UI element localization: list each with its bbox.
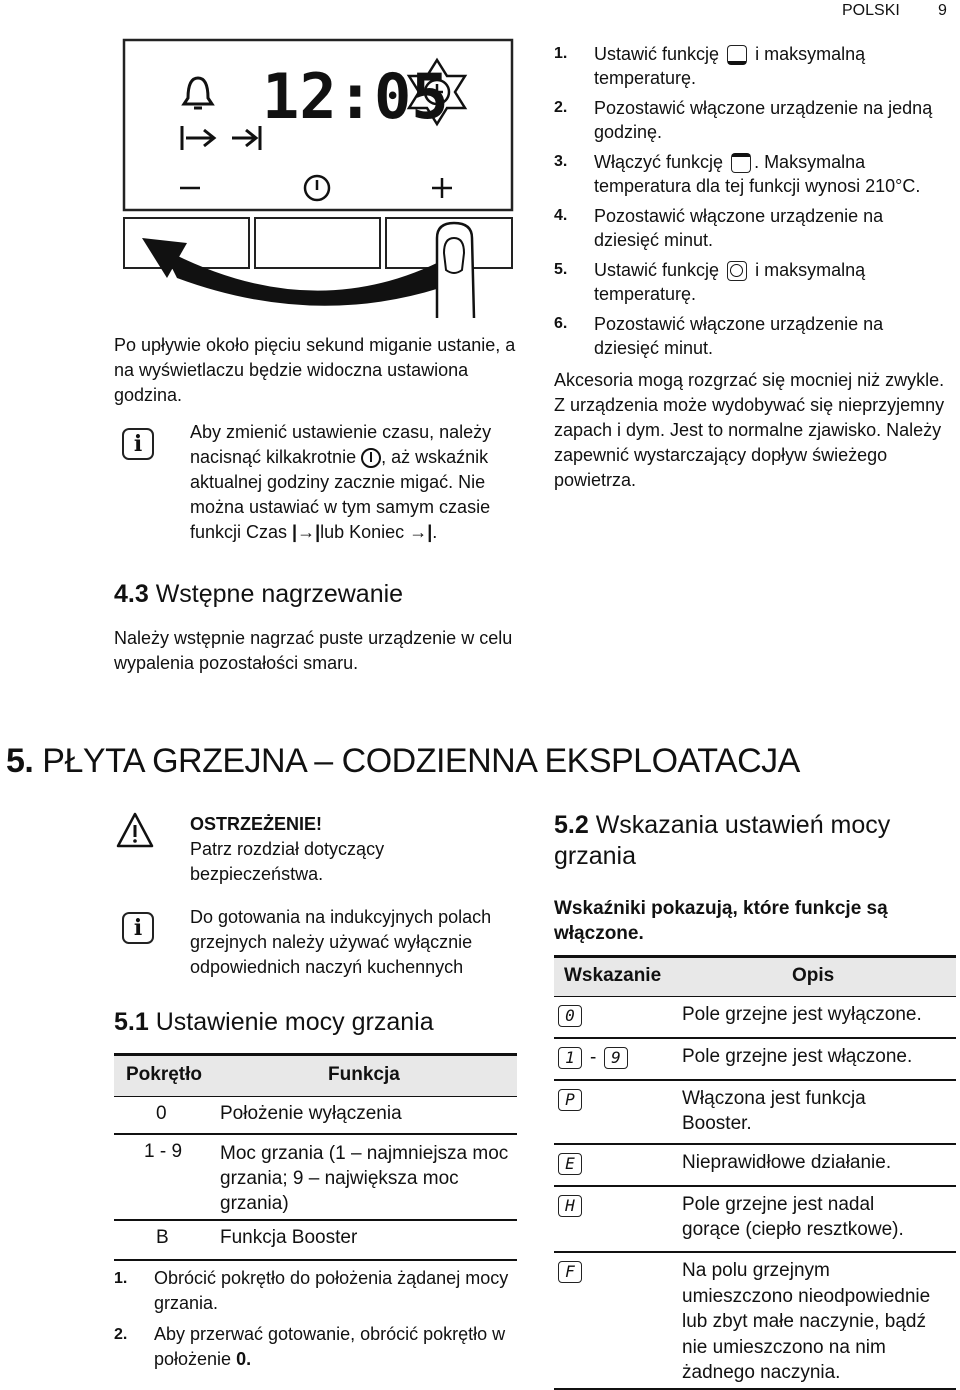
step-1: 1. Obrócić pokrętło do położenia żądanej mocy grzania. xyxy=(114,1268,509,1313)
table-header: Pokrętło Funkcja xyxy=(114,1053,517,1097)
swipe-arrow xyxy=(162,248,447,306)
knob-steps xyxy=(114,1266,519,1378)
display-symbol: 0 xyxy=(558,1005,582,1027)
header-lang: POLSKI xyxy=(842,2,900,19)
power-knob-table xyxy=(114,1053,517,1261)
table-row: 0 Położenie wyłączenia xyxy=(114,1097,517,1135)
clock-button-icon xyxy=(305,176,329,200)
section-4-3-text: Należy wstępnie nagrzać puste urządzenie w celu wypalenia pozostałości smaru. xyxy=(114,628,513,673)
display-time: 12:05 xyxy=(262,60,449,133)
info-note-time: Aby zmienić ustawienie czasu, należy nacisnąć kilkakrotnie , aż wskaźnik aktualnej godziny zacznie migać. Nie można ustawiać w tym samym czasie funkcji Czas |→|lub Koniec →|. xyxy=(190,422,492,542)
step-4: 4. Pozostawić włączone urządzenie na dziesięć minut. xyxy=(554,206,884,250)
plus-symbol xyxy=(432,178,452,198)
step-2: 2. Aby przerwać gotowanie, obrócić pokrętło w położenie 0. xyxy=(114,1324,506,1369)
display-symbol: H xyxy=(558,1195,582,1217)
end-time-icon: →| xyxy=(409,522,433,542)
display-symbol: P xyxy=(558,1089,582,1111)
preheat-steps xyxy=(554,42,952,366)
table-row: B Funkcja Booster xyxy=(114,1221,517,1261)
section-5-1-title: 5.1 Ustawienie mocy grzania xyxy=(114,1008,434,1036)
table-row: 0 Pole grzejne jest wyłączone. xyxy=(554,997,956,1039)
bell-icon xyxy=(184,78,212,108)
table-header: Wskazanie Opis xyxy=(554,955,956,997)
oven-control-panel-illustration xyxy=(122,38,514,318)
blink-paragraph: Po upływie około pięciu sekund miganie ustanie, a na wyświetlaczu będzie widoczna ustawiona godzina. xyxy=(114,335,516,405)
section-5-2-subtitle: Wskaźniki pokazują, które funkcje są włączone. xyxy=(554,898,888,944)
step-1: 1. Ustawić funkcję i maksymalną temperaturę. xyxy=(554,44,866,88)
step-6: 6. Pozostawić włączone urządzenie na dziesięć minut. xyxy=(554,314,884,358)
clock-button-icon xyxy=(361,448,381,468)
indicator-table xyxy=(554,955,956,1390)
display-symbol: 1 xyxy=(558,1047,582,1069)
table-row: 1 - 9 Moc grzania (1 – najmniejsza moc grzania; 9 – największa moc grzania) xyxy=(114,1135,517,1221)
display-symbol: E xyxy=(558,1153,582,1175)
page-number: 9 xyxy=(938,2,947,19)
warning-block: OSTRZEŻENIE! Patrz rozdział dotyczący bezpieczeństwa. xyxy=(190,814,385,884)
fan-icon xyxy=(727,261,747,281)
accessories-note: Akcesoria mogą rozgrzać się mocniej niż zwykle. Z urządzenia może wydobywać się nieprzyjemny zapach i dym. Jest to normalne zjawisko. Należy zapewnić wystarczający dopływ świeżego powietrza. xyxy=(554,370,945,490)
section-5-title: 5. PŁYTA GRZEJNA – CODZIENNA EKSPLOATACJA xyxy=(6,742,800,780)
duration-end-icons xyxy=(182,126,260,150)
duration-icon: |→| xyxy=(292,522,321,542)
display-symbol: F xyxy=(558,1261,582,1283)
warning-icon xyxy=(116,812,154,853)
table-row: F Na polu grzejnym umieszczono nieodpowiednie lub zbyt małe naczynie, bądź nie umieszczono na nim żadnego naczynia. xyxy=(554,1253,956,1390)
info-note-cookware: Do gotowania na indukcyjnych polach grzejnych należy używać wyłącznie odpowiednich naczyń kuchennych xyxy=(190,907,492,977)
table-row: H Pole grzejne jest nadal gorące (ciepło resztkowe). xyxy=(554,1187,956,1253)
info-icon: i xyxy=(122,912,154,944)
grill-icon xyxy=(731,153,751,173)
table-row: E Nieprawidłowe działanie. xyxy=(554,1145,956,1187)
section-5-2-title: 5.2 Wskazania ustawień mocy grzania xyxy=(554,811,891,870)
table-row: P Włączona jest funkcja Booster. xyxy=(554,1081,956,1145)
step-5: 5. Ustawić funkcję i maksymalną temperaturę. xyxy=(554,260,866,304)
display-symbol: 9 xyxy=(604,1047,628,1069)
section-4-3-title: 4.3 Wstępne nagrzewanie xyxy=(114,580,404,608)
step-2: 2. Pozostawić włączone urządzenie na jedną godzinę. xyxy=(554,98,933,142)
conventional-heating-icon xyxy=(727,45,747,65)
info-icon: i xyxy=(122,428,154,460)
step-3: 3. Włączyć funkcję . Maksymalna temperatura dla tej funkcji wynosi 210°C. xyxy=(554,152,921,196)
table-row: 1 - 9 Pole grzejne jest włączone. xyxy=(554,1039,956,1081)
